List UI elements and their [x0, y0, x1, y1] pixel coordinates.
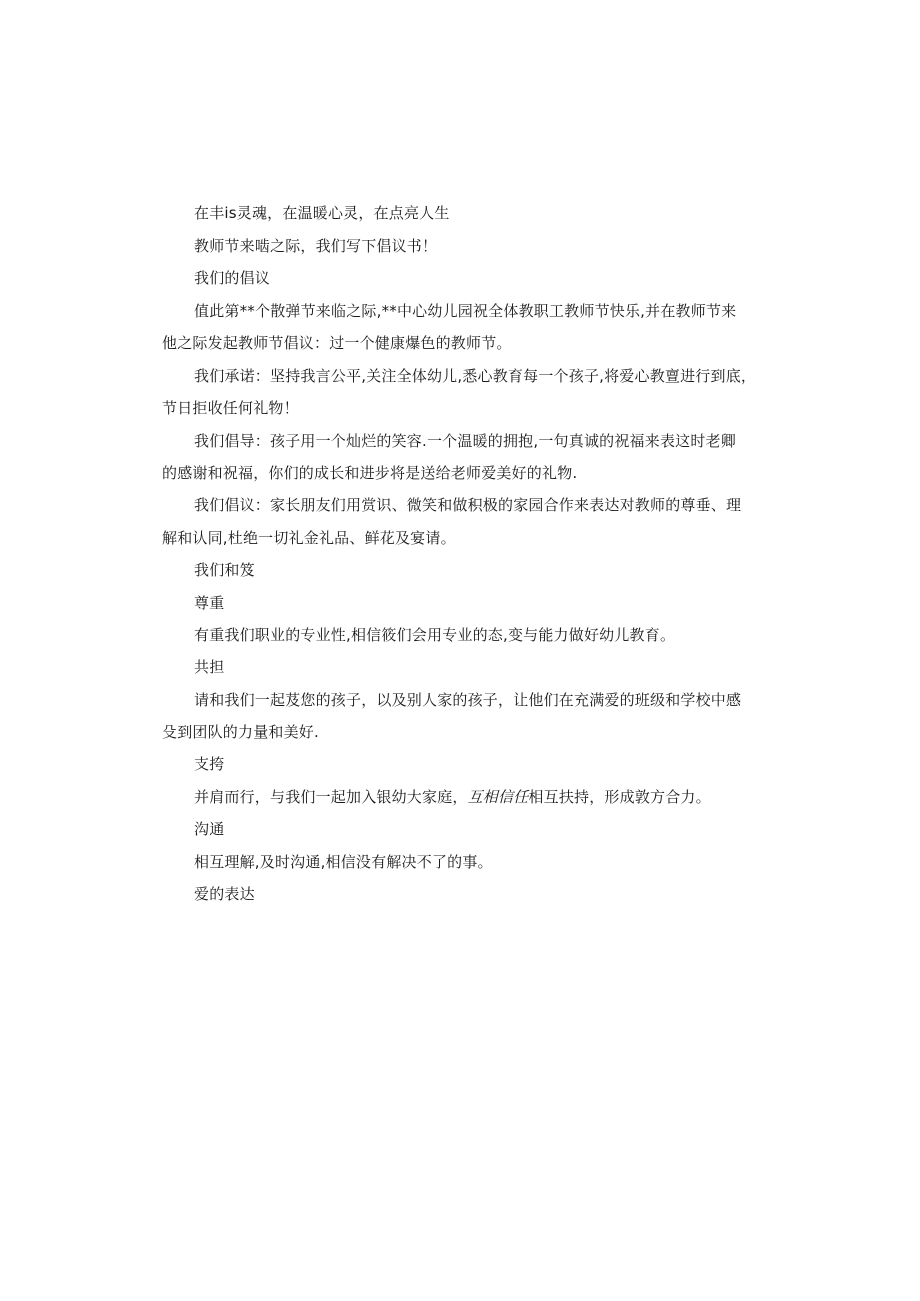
heading-we: 我们和笈: [194, 561, 255, 579]
paragraph-3-line-1: 我们倡导：孩子用一个灿烂的笑容.一个温暖的拥抱,一句真诚的祝福来表这时老卿: [194, 432, 736, 450]
heading-support: 支挎: [194, 755, 225, 773]
support-text: [194, 787, 711, 807]
support-text-italic: 互相信任: [467, 788, 529, 806]
heading-communicate: 沟通: [194, 820, 225, 838]
heading-love: 爱的表达: [194, 885, 255, 903]
heading-proposal: 我们的倡议: [194, 269, 271, 287]
paragraph-2-line-2: 节日拒收任何礼物！: [162, 399, 299, 417]
communicate-text: 相互理解,及时沟通,相信没有解决不了的事。: [194, 853, 493, 871]
share-line-1: 请和我们一起芨您的孩子，以及别人家的孩子，让他们在充满爱的班级和学校中感: [194, 691, 742, 709]
paragraph-1-line-2: 他之际发起教师节倡议：过一个健康爆色的教师节。: [162, 334, 512, 352]
intro-line-2: 教师节来啮之际，我们写下倡议书！: [194, 237, 438, 255]
support-text-end: 相互扶持，形成敦方合力。: [528, 788, 711, 806]
share-line-2: 殳到团队的力量和美好.: [162, 723, 319, 741]
paragraph-3-line-2: 的感谢和祝福，你们的成长和进步将是送给老师爱美好的礼物.: [162, 464, 578, 482]
paragraph-4-line-1: 我们倡议：家长朋友们用赏识、微笑和做积极的家园合作来表达对教师的尊垂、理: [194, 496, 742, 514]
heading-share: 共担: [194, 658, 225, 676]
heading-respect: 尊重: [194, 594, 225, 612]
intro-line-1: 在丰is灵魂，在温暖心灵，在点亮人生: [194, 204, 450, 222]
support-text-start: 并肩而行，与我们一起加入银幼大家庭，: [194, 788, 468, 806]
paragraph-1-line-1: 值此第**个散弹节来临之际,**中心幼儿园祝全体教职工教师节快乐,并在教师节来: [194, 302, 737, 320]
paragraph-2-line-1: 我们承诺：坚持我言公平,关注全体幼儿,悉心教育每一个孩子,将爱心教亶进行到底，: [194, 367, 757, 385]
paragraph-4-line-2: 解和认同,杜绝一切礼金礼品、鲜花及宴请。: [162, 529, 456, 547]
respect-text: 有重我们职业的专业性,相信筱们会用专业的态,变与能力做好幼儿教育。: [194, 626, 676, 644]
